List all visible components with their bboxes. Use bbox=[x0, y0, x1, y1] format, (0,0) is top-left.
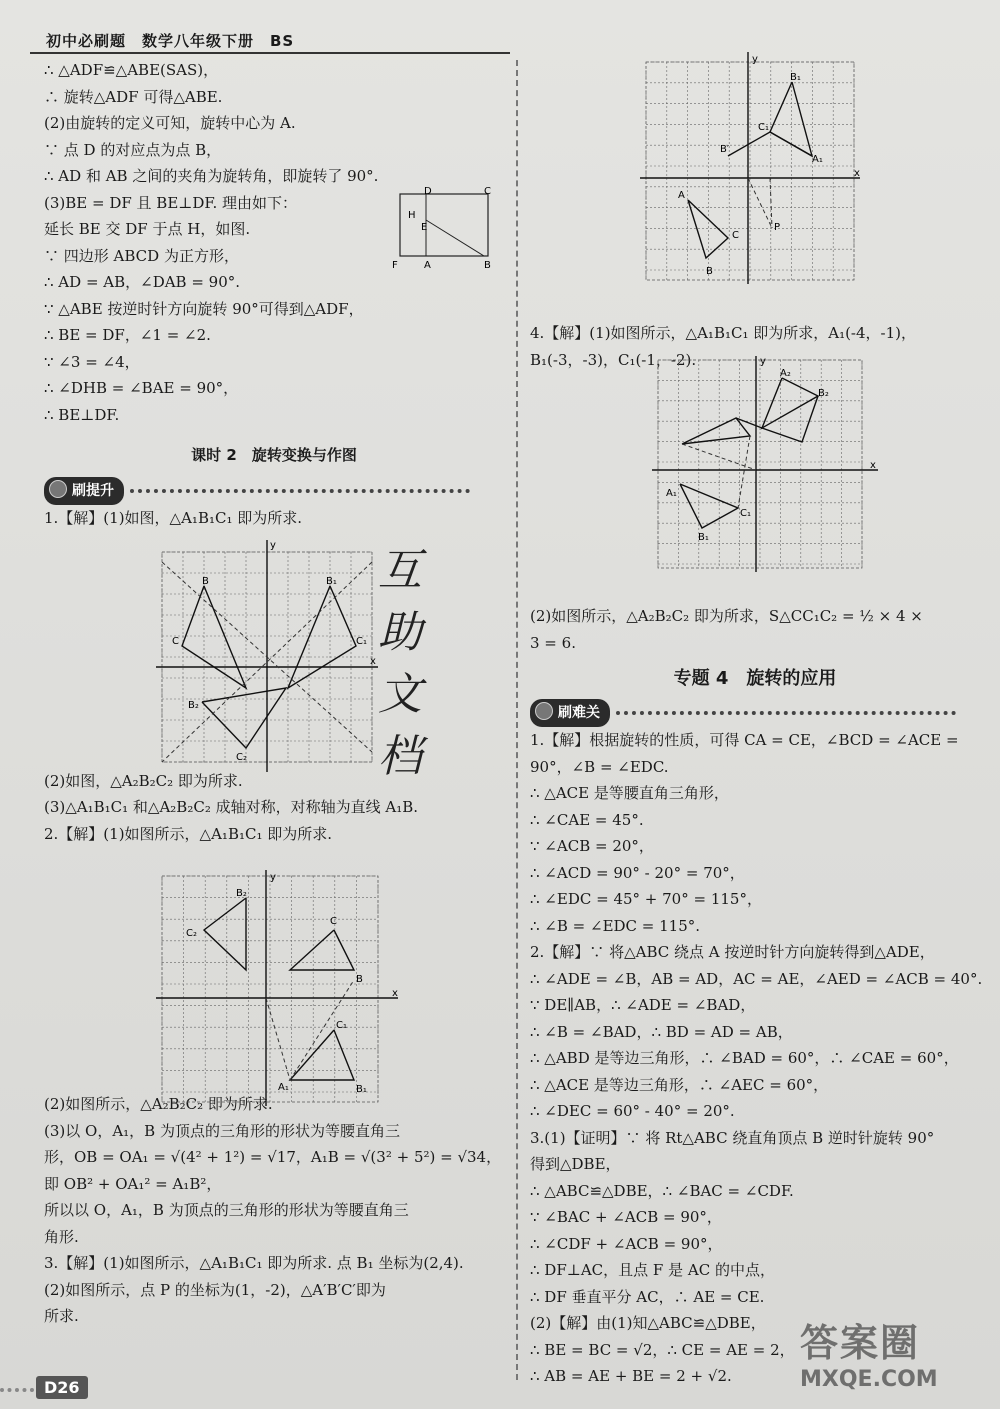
text-line: ∴ ∠CAE = 45°. bbox=[530, 810, 644, 829]
svg-text:y: y bbox=[270, 540, 276, 551]
text-line: 延长 BE 交 DF 于点 H，如图. bbox=[44, 220, 251, 238]
text-line: ∴ ∠DHB = ∠BAE = 90°， bbox=[44, 379, 239, 397]
svg-text:C₁: C₁ bbox=[356, 636, 367, 647]
grid-lines bbox=[162, 876, 378, 1102]
svg-text:F: F bbox=[392, 260, 398, 271]
text-line: ∵ △ABE 按逆时针方向旋转 90°可得到△ADF， bbox=[44, 299, 364, 318]
handwritten-note bbox=[378, 540, 458, 788]
svg-text:B: B bbox=[484, 260, 491, 271]
text-line: ∴ AB = AE + BE = 2 + √2. bbox=[530, 1367, 732, 1385]
text-line: (2)如图所示，△A₂B₂C₂ 即为所求，S△CC₁C₂ = ½ × 4 × bbox=[530, 607, 923, 625]
text-line: ∴ BE = BC = √2，∴ CE = AE = 2， bbox=[530, 1340, 795, 1359]
grid-lines bbox=[646, 62, 854, 280]
svg-text:B′: B′ bbox=[720, 144, 730, 155]
text-line: ∴ BE = DF，∠1 = ∠2. bbox=[44, 326, 211, 344]
svg-text:H: H bbox=[408, 210, 416, 221]
handwritten-char: 助 bbox=[378, 607, 422, 658]
svg-text:x: x bbox=[392, 988, 398, 999]
text-line: ∴ ∠B = ∠EDC = 115°. bbox=[530, 916, 701, 935]
text-line: 2.【解】(1)如图所示，△A₁B₁C₁ 即为所求. bbox=[44, 824, 333, 843]
text-line: B₁(-3，-3)，C₁(-1，-2). bbox=[530, 350, 697, 369]
text-line: 所以以 O，A₁，B 为顶点的三角形的形状为等腰直角三 bbox=[44, 1201, 409, 1219]
svg-text:A₁: A₁ bbox=[812, 154, 823, 165]
svg-text:C: C bbox=[484, 186, 491, 197]
svg-text:B: B bbox=[706, 266, 713, 277]
section-title: 课时 2 旋转变换与作图 bbox=[191, 446, 357, 464]
text-line: (2)【解】由(1)知△ABC≌△DBE， bbox=[530, 1314, 766, 1332]
text-line: (2)由旋转的定义可知，旋转中心为 A. bbox=[44, 114, 296, 132]
text-line: 形，OB = OA₁ = √(4² + 1²) = √17，A₁B = √(3² + 5²) = √34， bbox=[44, 1148, 502, 1166]
svg-text:x: x bbox=[870, 460, 876, 471]
svg-text:x: x bbox=[370, 656, 376, 667]
svg-text:y: y bbox=[760, 356, 766, 367]
grid-figure-q2 bbox=[156, 870, 398, 1106]
dotted-rule bbox=[130, 489, 470, 493]
grid-lines bbox=[658, 360, 862, 568]
text-line: 1.【解】根据旋转的性质，可得 CA = CE，∠BCD = ∠ACE = bbox=[530, 731, 959, 749]
dotted-rule bbox=[616, 711, 956, 715]
text-line: ∵ ∠BAC + ∠ACB = 90°， bbox=[530, 1208, 722, 1226]
svg-text:C₁: C₁ bbox=[336, 1020, 347, 1031]
svg-text:B₁: B₁ bbox=[790, 72, 801, 83]
text-line: ∴ ∠B = ∠BAD，∴ BD = AD = AB， bbox=[530, 1022, 793, 1041]
text-line: ∴ ∠ACD = 90° - 20° = 70°， bbox=[530, 863, 745, 882]
text-line: (3)△A₁B₁C₁ 和△A₂B₂C₂ 成轴对称，对称轴为直线 A₁B. bbox=[44, 798, 419, 816]
text-line: 得到△DBE， bbox=[530, 1155, 621, 1173]
handwritten-char: 互 bbox=[378, 545, 422, 596]
svg-text:B₂: B₂ bbox=[188, 700, 199, 711]
text-line: ∵ ∠ACB = 20°， bbox=[530, 837, 654, 855]
text-line: ∴ △ADF≌△ABE(SAS)， bbox=[44, 61, 219, 79]
svg-text:C: C bbox=[732, 230, 739, 241]
column-divider bbox=[516, 60, 518, 1380]
svg-text:C₂: C₂ bbox=[186, 928, 197, 939]
svg-text:B₂: B₂ bbox=[818, 388, 829, 399]
page-number: D26 bbox=[36, 1376, 88, 1399]
text-line: 4.【解】(1)如图所示，△A₁B₁C₁ 即为所求，A₁(-4，-1)， bbox=[530, 324, 917, 342]
text-line: (2)如图，△A₂B₂C₂ 即为所求. bbox=[44, 771, 243, 790]
square-figure bbox=[388, 186, 498, 272]
text-line: ∴ △ABD 是等边三角形，∴ ∠BAD = 60°，∴ ∠CAE = 60°， bbox=[530, 1049, 959, 1067]
svg-text:A₁: A₁ bbox=[666, 488, 677, 499]
text-line: ∴ DF⊥AC，且点 F 是 AC 的中点， bbox=[530, 1261, 775, 1279]
running-header: 初中必刷题 数学八年级下册 BS bbox=[46, 32, 295, 50]
text-line: 3 = 6. bbox=[530, 633, 576, 652]
svg-text:C: C bbox=[172, 636, 179, 647]
svg-text:y: y bbox=[752, 54, 758, 65]
text-line: ∴ ∠EDC = 45° + 70° = 115°， bbox=[530, 890, 762, 908]
text-line: ∵ 四边形 ABCD 为正方形， bbox=[44, 246, 239, 265]
text-line: ∴ AD 和 AB 之间的夹角为旋转角，即旋转了 90°. bbox=[44, 167, 379, 185]
svg-text:C: C bbox=[330, 916, 337, 927]
text-line: ∴ △ABC≌△DBE，∴ ∠BAC = ∠CDF. bbox=[530, 1181, 794, 1200]
svg-text:B₁: B₁ bbox=[326, 576, 337, 587]
text-line: ∵ ∠3 = ∠4， bbox=[44, 352, 140, 371]
svg-text:D: D bbox=[424, 186, 432, 197]
text-line: 90°，∠B = ∠EDC. bbox=[530, 757, 669, 776]
watermark-text: 答案圈 bbox=[800, 1321, 921, 1365]
text-line: 2.【解】∵ 将△ABC 绕点 A 按逆时针方向旋转得到△ADE， bbox=[530, 943, 935, 961]
watermark-url: MXQE.COM bbox=[800, 1367, 938, 1392]
svg-text:C₁: C₁ bbox=[758, 122, 769, 133]
handwritten-char: 文 bbox=[378, 669, 422, 720]
header-rule bbox=[30, 52, 510, 54]
text-line: 1.【解】(1)如图，△A₁B₁C₁ 即为所求. bbox=[44, 509, 303, 527]
text-line: ∴ ∠ADE = ∠B，AB = AD，AC = AE，∠AED = ∠ACB = 40°. bbox=[530, 969, 983, 988]
text-line: ∵ DE∥AB，∴ ∠ADE = ∠BAD， bbox=[530, 996, 756, 1014]
svg-text:P: P bbox=[774, 222, 781, 233]
svg-text:A₁: A₁ bbox=[278, 1082, 289, 1093]
text-line: 3.【解】(1)如图所示，△A₁B₁C₁ 即为所求. 点 B₁ 坐标为(2,4). bbox=[44, 1254, 464, 1272]
handwritten-char: 档 bbox=[378, 731, 422, 782]
svg-text:B: B bbox=[202, 576, 209, 587]
text-line: ∴ △ACE 是等边三角形，∴ ∠AEC = 60°， bbox=[530, 1075, 829, 1094]
grid-figure-q3 bbox=[640, 52, 860, 284]
text-line: 即 OB² + OA₁² = A₁B²， bbox=[44, 1174, 222, 1193]
watermark-logo bbox=[800, 1312, 938, 1392]
svg-text:x: x bbox=[854, 168, 860, 179]
text-line: ∴ ∠DEC = 60° - 40° = 20°. bbox=[530, 1102, 735, 1120]
svg-text:B₂: B₂ bbox=[236, 888, 247, 899]
text-line: 所求. bbox=[44, 1307, 79, 1325]
text-line: ∴ DF 垂直平分 AC，∴ AE = CE. bbox=[530, 1287, 765, 1306]
text-line: (3)BE = DF 且 BE⊥DF. 理由如下： bbox=[44, 193, 298, 212]
svg-text:y: y bbox=[270, 872, 276, 883]
text-line: 3.(1)【证明】∵ 将 Rt△ABC 绕直角顶点 B 逆时针旋转 90° bbox=[530, 1128, 935, 1147]
text-line: (2)如图所示，△A₂B₂C₂ 即为所求. bbox=[44, 1095, 273, 1113]
section-badge: 刷提升 bbox=[44, 477, 124, 506]
svg-text:B: B bbox=[356, 974, 363, 985]
svg-text:C₁: C₁ bbox=[740, 508, 751, 519]
text-line: ∴ 旋转△ADF 可得△ABE. bbox=[44, 87, 223, 106]
footer-dots bbox=[0, 1388, 34, 1392]
svg-text:E: E bbox=[421, 222, 428, 233]
text-line: ∴ △ACE 是等腰直角三角形， bbox=[530, 784, 729, 802]
svg-text:A₂: A₂ bbox=[780, 368, 791, 379]
text-line: ∴ BE⊥DF. bbox=[44, 405, 120, 424]
text-line: (3)以 O，A₁，B 为顶点的三角形的形状为等腰直角三 bbox=[44, 1121, 400, 1140]
svg-text:C₂: C₂ bbox=[236, 752, 247, 763]
text-line: (2)如图所示，点 P 的坐标为(1，-2)，△A′B′C′即为 bbox=[44, 1280, 386, 1299]
svg-text:A: A bbox=[678, 190, 685, 201]
svg-text:B₁: B₁ bbox=[698, 532, 709, 543]
section-badge: 刷难关 bbox=[530, 699, 610, 728]
svg-text:B₁: B₁ bbox=[356, 1084, 367, 1095]
section-title: 专题 4 旋转的应用 bbox=[673, 668, 837, 689]
text-line: ∵ 点 D 的对应点为点 B， bbox=[44, 140, 222, 159]
grid-figure-q4 bbox=[652, 356, 878, 572]
grid-figure-q1 bbox=[156, 540, 378, 772]
text-line: ∴ ∠CDF + ∠ACB = 90°， bbox=[530, 1234, 723, 1253]
svg-text:A: A bbox=[424, 260, 431, 271]
text-line: ∴ AD = AB，∠DAB = 90°. bbox=[44, 273, 241, 291]
text-line: 角形. bbox=[44, 1227, 79, 1246]
